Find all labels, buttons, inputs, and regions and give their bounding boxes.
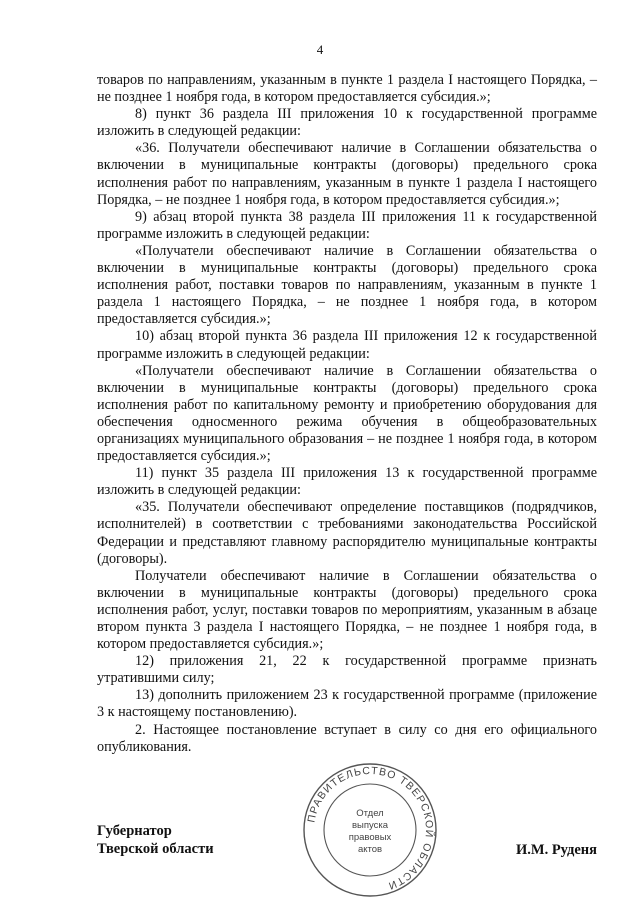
stamp-inner-line: актов [357,844,383,855]
paragraph: 8) пункт 36 раздела III приложения 10 к государственной программе изложить в следующей редакции: [97,106,597,140]
document-body [97,72,597,756]
signatory-position-line2: Тверской области [97,841,214,857]
paragraph: 12) приложения 21, 22 к государственной программе признать утратившими силу; [97,653,597,687]
official-stamp [302,762,438,898]
signatory-position-line1: Губернатор [97,823,172,839]
paragraph: «35. Получатели обеспечивают определение поставщиков (подрядчиков, исполнителей) в соответствии с требованиями законодательства Российской Федерации и представляют главному распорядителю муниципальные контракты (договоры). [97,499,597,567]
paragraph: 10) абзац второй пункта 36 раздела III приложения 12 к государственной программе изложить в следующей редакции: [97,328,597,362]
paragraph: 11) пункт 35 раздела III приложения 13 к государственной программе изложить в следующей редакции: [97,465,597,499]
paragraph: Получатели обеспечивают наличие в Соглашении обязательства о включении в муниципальные контракты (договоры) предельного срока исполнения работ, услуг, поставки товаров по мероприятиям, указанным в абзаце втором пункта 3 раздела I настоящего Порядка, – не позднее 1 ноября года, в котором предоставляется субсидия.»; [97,567,597,653]
paragraph: 13) дополнить приложением 23 к государственной программе (приложение 3 к настоящему постановлению). [97,687,597,721]
stamp-inner-text [349,808,392,855]
signatory-name: И.М. Руденя [515,842,597,858]
signature-block [97,822,214,858]
paragraph: товаров по направлениям, указанным в пункте 1 раздела I настоящего Порядка, – не позднее 1 ноября года, в котором предоставляется субсидия.»; [97,72,597,106]
paragraph: «Получатели обеспечивают наличие в Соглашении обязательства о включении в муниципальные контракты (договоры) предельного срока исполнения работ по капитальному ремонту и приобретению оборудования для обеспечения односменного режима обучения в общеобразовательных организациях муниципального образования – не позднее 1 ноября года, в котором предоставляется субсидия.»; [97,362,597,465]
paragraph: 2. Настоящее постановление вступает в силу со дня его официального опубликования. [97,721,597,755]
page-number: 4 [316,42,324,57]
paragraph: «36. Получатели обеспечивают наличие в Соглашении обязательства о включении в муниципальные контракты (договоры) предельного срока исполнения работ по направлениям, указанным в пункте 1 раздела I настоящего Порядка, – не позднее 1 ноября года, в котором предоставляется субсидия.»; [97,140,597,208]
paragraph: 9) абзац второй пункта 38 раздела III приложения 11 к государственной программе изложить в следующей редакции: [97,208,597,242]
paragraph: «Получатели обеспечивают наличие в Соглашении обязательства о включении в муниципальные контракты (договоры) предельного срока исполнения работ, поставки товаров по направлениям, указанным в пункте 1 раздела 1 настоящего Порядка, – не позднее 1 ноября года, в котором предоставляется субсидия.»; [97,242,597,328]
stamp-outer-text: ПРАВИТЕЛЬСТВО ТВЕРСКОЙ ОБЛАСТИ [305,764,436,892]
stamp-inner-line: выпуска [351,820,389,831]
stamp-inner-line: Отдел [356,808,384,819]
stamp-inner-line: правовых [348,832,392,843]
